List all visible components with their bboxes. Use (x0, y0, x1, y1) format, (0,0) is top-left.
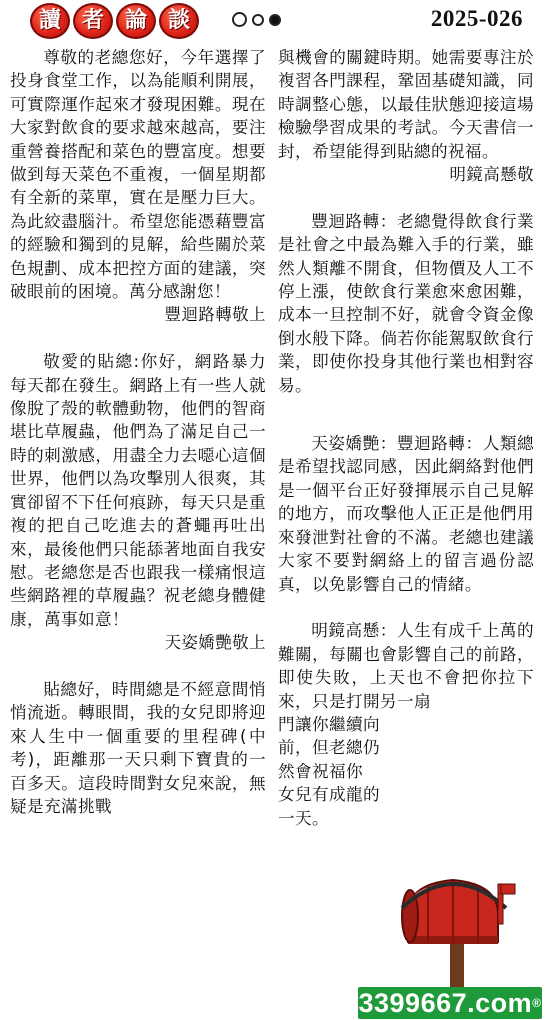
title-badge-3: 論 (116, 3, 156, 39)
hollow-dot-icon (232, 12, 247, 27)
reply-3-line: 然會祝福你 (278, 761, 363, 781)
reply-3: 明鏡高懸：人生有成千上萬的難關，每關也會影響自己的前路，即使失敗，上天也不會把你拉下來，只是打開另一扇 (278, 621, 534, 711)
title-badge-4: 談 (159, 3, 199, 39)
hollow-dot-icon (252, 14, 264, 26)
issue-number: 2025-026 (430, 6, 523, 31)
registered-mark: ® (532, 996, 542, 1010)
reply-2: 天姿嬌艷：豐迴路轉：人類總是希望找認同感，因此網絡對他們是一個平台正好發揮展示自己見解的地方，而攻擊他人正正是他們用來發泄對社會的不滿。老總也建議大家不要對網絡上的留言過份認真，以免影響自己的情緒。 (278, 434, 534, 594)
website-url: 3399667.com (358, 988, 533, 1018)
reply-3-line: 門讓你繼續向 (278, 714, 380, 734)
header (0, 0, 545, 40)
reply-3-line: 女兒有成龍的 (278, 785, 380, 805)
letter-2-signature: 天姿嬌艷敬上 (164, 633, 266, 653)
section-title-badges (30, 3, 199, 39)
title-badge-1: 讀 (30, 3, 70, 39)
website-banner (358, 987, 542, 1019)
right-column (278, 46, 534, 830)
title-badge-2: 者 (73, 3, 113, 39)
filled-dot-icon (269, 14, 281, 26)
reply-3-wrap-lines (278, 713, 534, 830)
reply-3-line: 前，但老總仍 (278, 738, 380, 758)
left-column (10, 46, 266, 818)
letter-3-signature: 明鏡高懸敬 (449, 165, 534, 185)
letter-2: 敬愛的貼總:你好，網路暴力每天都在發生。網路上有一些人就像脫了殼的軟體動物，他們的智商堪比草履蟲，他們為了滿足自己一時的刺激感，用盡全力去噁心這個世界，他們以為攻擊別人很爽，其實卻留不下任何痕跡，每天只是重複的把自己吃進去的蒼蠅再吐出來，最後他們只能舔著地面自我安慰。老總您是否也跟我一樣痛恨這些網路裡的草履蟲？祝老總身體健康，萬事如意！ (10, 352, 266, 629)
letter-1-signature: 豐迴路轉敬上 (164, 305, 266, 325)
decorative-dots (232, 12, 281, 27)
reply-1: 豐迴路轉：老總覺得飲食行業是社會之中最為難入手的行業，雖然人類離不開食，但物價及人工不停上漲，使飲食行業愈來愈困難，成本一旦控制不好，就會令資金像倒水般下降。倘若你能駕馭飲食行業，即使你投身其他行業也相對容易。 (278, 211, 534, 395)
letter-3: 貼總好，時間總是不經意間悄悄流逝。轉眼間，我的女兒即將迎來人生中一個重要的里程碑(中考)，距離那一天只剩下寶貴的一百多天。這段時間對女兒來說，無疑是充滿挑戰 (10, 679, 266, 816)
reply-3-line: 一天。 (278, 808, 329, 828)
letter-1: 尊敬的老總您好，今年選擇了投身食堂工作，以為能順利開展，可實際運作起來才發現困難。現在大家對飲食的要求越來越高，要注重營養搭配和菜色的豐富度。想要做到每天菜色不重複，一個星期都有全新的菜單，實在是壓力巨大。為此絞盡腦汁。希望您能憑藉豐富的經驗和獨到的見解，給些關於菜色規劃、成本把控方面的建議，突破眼前的困境。萬分感謝您！ (10, 48, 266, 302)
letter-3-continued: 與機會的關鍵時期。她需要專注於複習各門課程，鞏固基礎知識，同時調整心態，以最佳狀態迎接這場檢驗學習成果的考試。今天書信一封，希望能得到貼總的祝福。 (278, 48, 534, 161)
